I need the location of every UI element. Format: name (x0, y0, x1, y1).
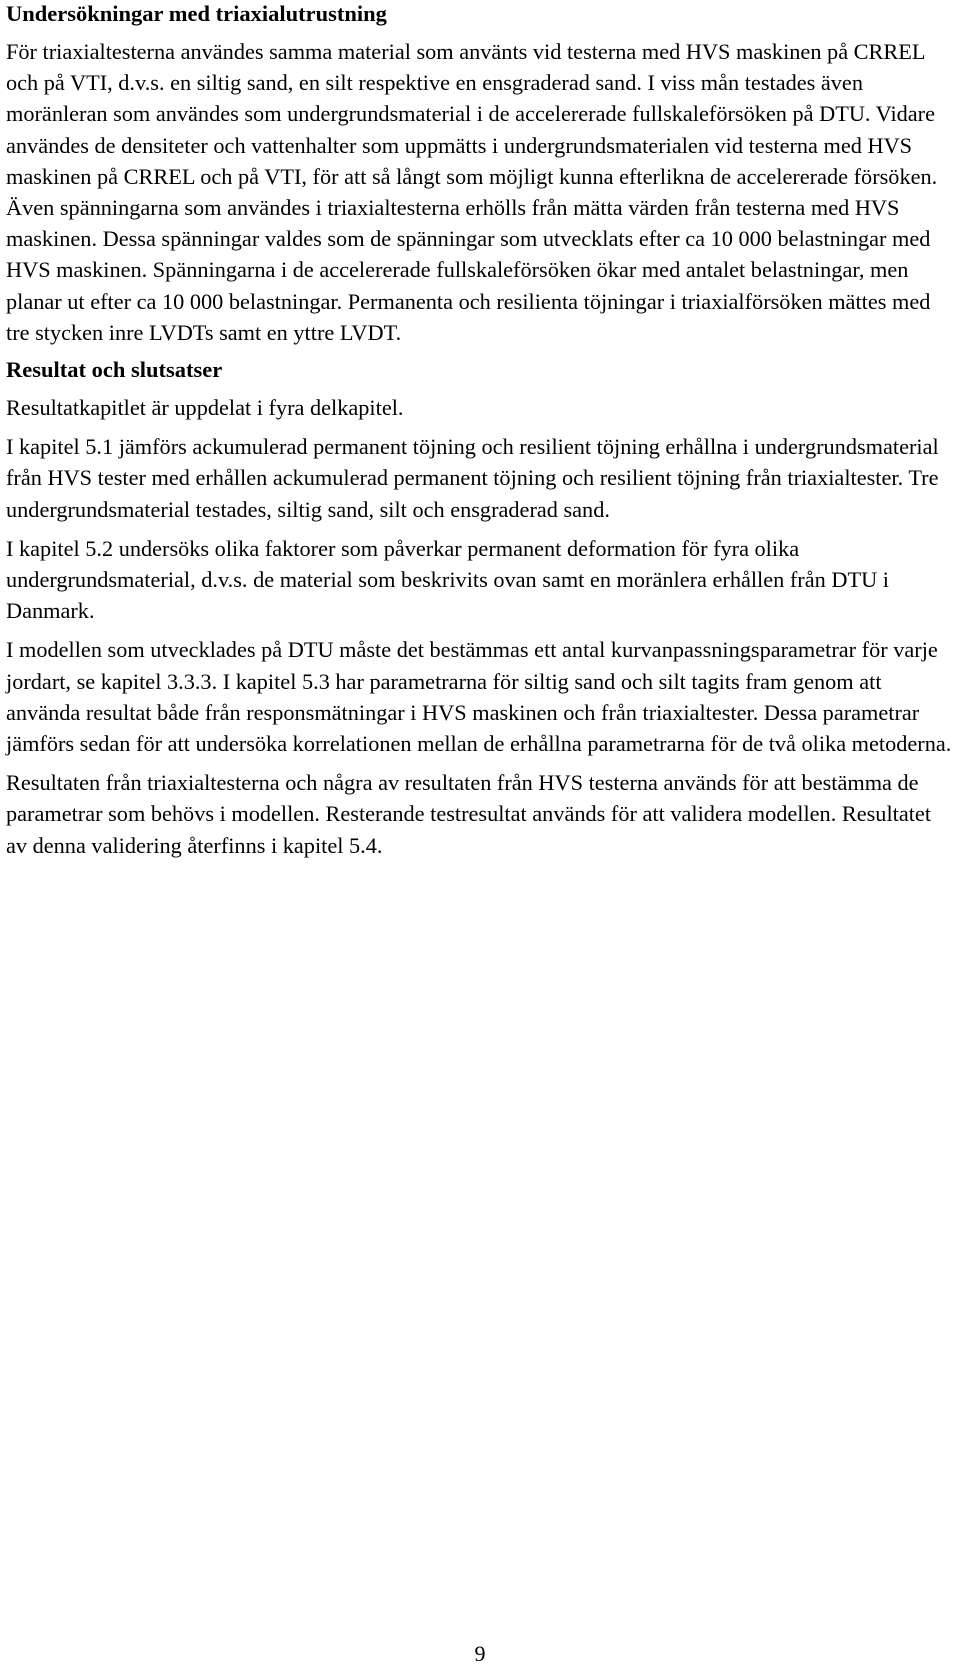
paragraph-triaxial-method: För triaxialtesterna användes samma material som använts vid testerna med HVS maskinen på CRREL och på VTI, d.v.s. en siltig sand, en silt respektive en ensgraderad sand. I viss mån testades även moränleran som användes som undergrundsmaterial i de accelererade fullskaleförsöken på DTU. Vidare användes de densiteter och vattenhalter som uppmätts i undergrundsmaterialen vid testerna med HVS maskinen på CRREL och på VTI, för att så långt som möjligt kunna efterlikna de accelererade försöken. Även spänningarna som användes i triaxialtesterna erhölls från mätta värden från testerna med HVS maskinen. Dessa spänningar valdes som de spänningar som utvecklats efter ca 10 000 belastningar med HVS maskinen. Spänningarna i de accelererade fullskaleförsöken ökar med antalet belastningar, men planar ut efter ca 10 000 belastningar. Permanenta och resilienta töjningar i triaxialförsöken mättes med tre stycken inre LVDTs samt en yttre LVDT. (6, 39, 938, 345)
paragraph-chapter-5-4: Resultaten från triaxialtesterna och några av resultaten från HVS testerna används för att bestämma de parametrar som behövs i modellen. Resterande testresultat används för att validera modellen. Resultatet av denna validering återfinns i kapitel 5.4. (6, 770, 932, 858)
paragraph-chapter-5-1: I kapitel 5.1 jämförs ackumulerad permanent töjning och resilient töjning erhållna i undergrundsmaterial från HVS tester med erhållen ackumulerad permanent töjning och resilient töjning från triaxialtester. Tre undergrundsmaterial testades, siltig sand, silt och ensgraderad sand. (6, 434, 939, 522)
paragraph-chapter-5-3: I modellen som utvecklades på DTU måste det bestämmas ett antal kurvanpassningsparametrar för varje jordart, se kapitel 3.3.3. I kapitel 5.3 har parametrarna för siltig sand och silt tagits fram genom att använda resultat både från responsmätningar i HVS maskinen och från triaxialtester. Dessa parametrar jämförs sedan för att undersöka korrelationen mellan de erhållna parametrarna för de två olika metoderna. (6, 637, 952, 757)
document-page (6, 0, 954, 869)
section-heading-triaxial: Undersökningar med triaxialutrustning (6, 1, 387, 26)
paragraph-chapter-5-2: I kapitel 5.2 undersöks olika faktorer som påverkar permanent deformation för fyra olika undergrundsmaterial, d.v.s. de material som beskrivits ovan samt en moränlera erhållen från DTU i Danmark. (6, 535, 889, 624)
section-heading-results: Resultat och slutsatser (6, 357, 223, 383)
paragraph-results-intro: Resultatkapitlet är uppdelat i fyra delkapitel. (6, 395, 404, 421)
page-number: 9 (474, 1641, 486, 1666)
